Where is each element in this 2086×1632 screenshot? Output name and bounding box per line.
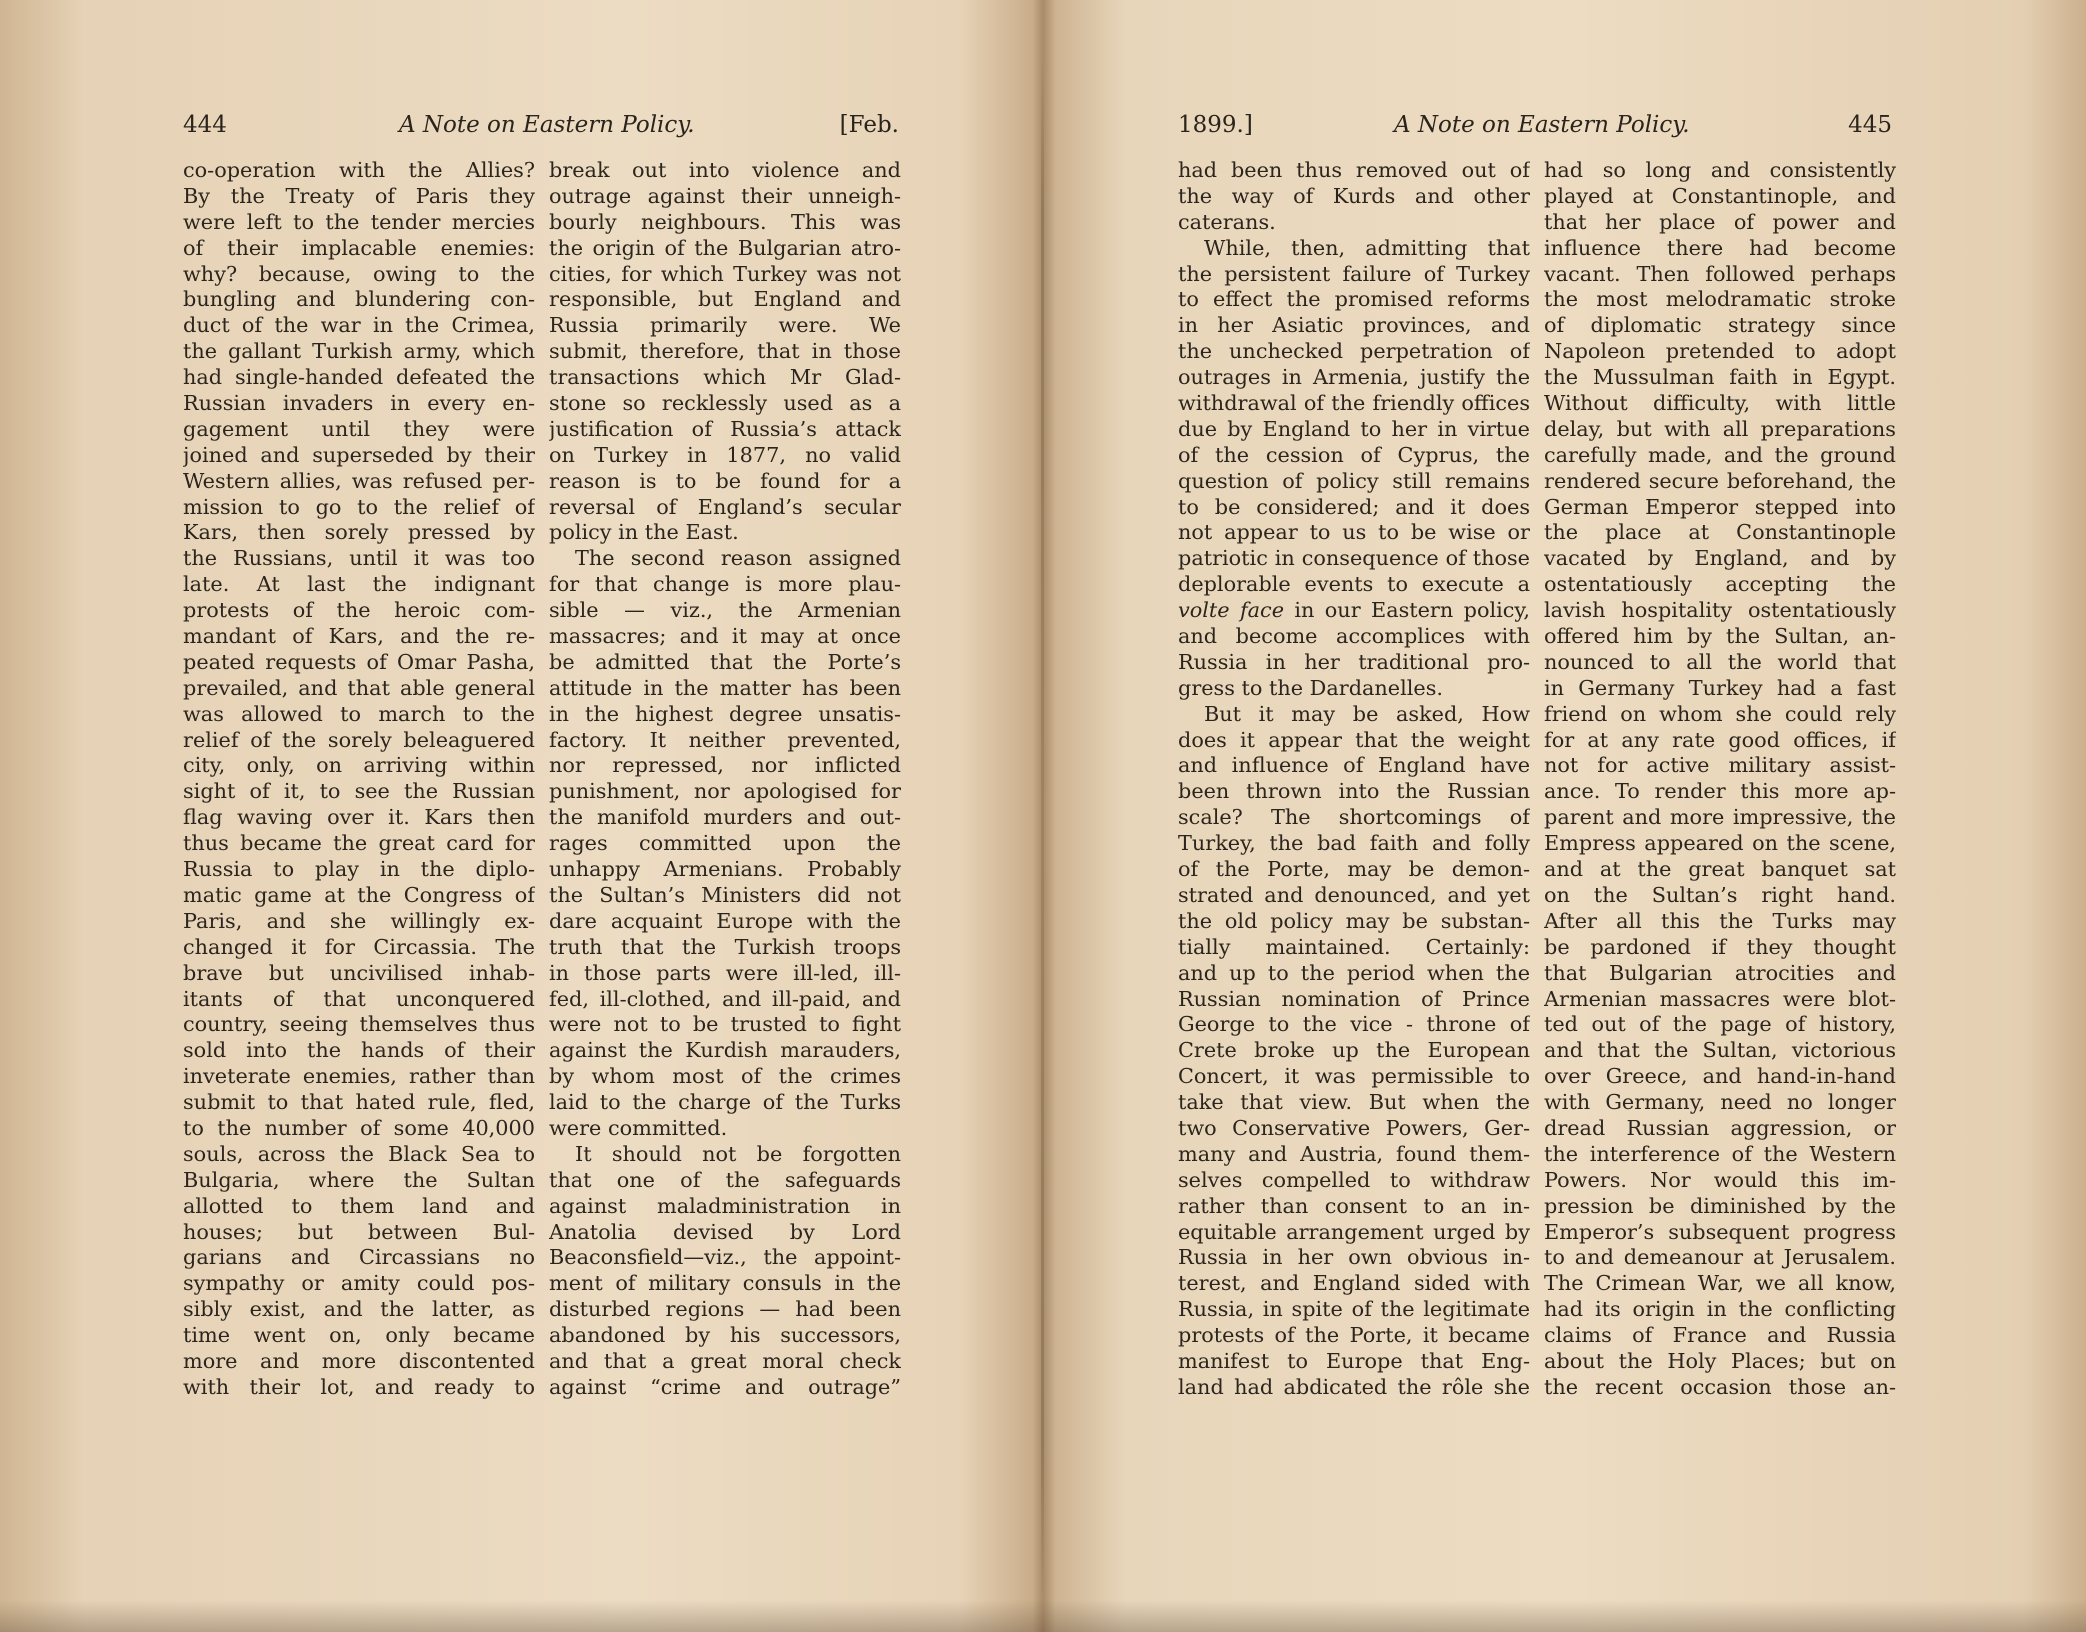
text-line: Armenian massacres were blot-	[1544, 986, 1896, 1011]
text-line: selves compelled to withdraw	[1178, 1167, 1530, 1192]
text-line: was allowed to march to the	[183, 701, 535, 726]
text-line: matic game at the Congress of	[183, 882, 535, 907]
text-line: mission to go to the relief of	[183, 494, 535, 519]
text-line: and that a great moral check	[549, 1348, 901, 1373]
text-line: that one of the safeguards	[549, 1167, 901, 1192]
text-line: Powers. Nor would this im-	[1544, 1167, 1896, 1192]
text-line: on Turkey in 1877, no valid	[549, 442, 901, 467]
text-line: justification of Russia’s attack	[549, 416, 901, 441]
text-line: the manifold murders and out-	[549, 805, 901, 830]
text-line: bourly neighbours. This was	[549, 209, 901, 234]
text-line: Bulgaria, where the Sultan	[183, 1167, 535, 1192]
text-line: delay, but with all preparations	[1544, 416, 1896, 441]
text-line: policy in the East.	[549, 520, 739, 545]
left-date-mark: [Feb.	[839, 112, 899, 138]
text-line: by whom most of the crimes	[549, 1064, 901, 1089]
text-line: Western allies, was refused per-	[183, 468, 535, 493]
right-running-head	[1178, 112, 1892, 144]
text-line: sold into the hands of their	[183, 1038, 535, 1063]
text-line: The Crimean War, we all know,	[1544, 1271, 1896, 1296]
text-line: nounced to all the world that	[1544, 649, 1896, 674]
text-line: patriotic in consequence of those	[1178, 546, 1530, 571]
right-date-mark: 1899.]	[1178, 112, 1253, 138]
text-line: the Russians, until it was too	[183, 546, 535, 571]
text-line: reversal of England’s secular	[549, 494, 901, 519]
text-line: sympathy or amity could pos-	[183, 1271, 535, 1296]
text-line: ment of military consuls in the	[549, 1271, 901, 1296]
text-line: were committed.	[549, 1115, 728, 1140]
text-line: land had abdicated the rôle she	[1178, 1374, 1530, 1399]
text-line: Without difficulty, with little	[1544, 391, 1896, 416]
text-line: and influence of England have	[1178, 753, 1530, 778]
text-line: outrage against their unneigh-	[549, 183, 901, 208]
text-line: were not to be trusted to fight	[549, 1012, 901, 1037]
text-line: and at the great banquet sat	[1544, 857, 1896, 882]
text-line: Russian invaders in every en-	[183, 391, 535, 416]
text-line: that her place of power and	[1544, 209, 1896, 234]
text-line: not for active military assist-	[1544, 753, 1896, 778]
text-line: had so long and consistently	[1544, 158, 1896, 182]
text-line: the gallant Turkish army, which	[183, 339, 535, 364]
text-line: more and more discontented	[183, 1348, 535, 1373]
left-page	[0, 0, 1040, 1632]
text-line: scale? The shortcomings of	[1178, 805, 1530, 830]
text-line: submit, therefore, that in those	[549, 339, 901, 364]
text-line: had its origin in the conflicting	[1544, 1297, 1896, 1322]
text-line: over Greece, and hand-in-hand	[1544, 1064, 1896, 1089]
text-line: the place at Constantinople	[1544, 520, 1896, 545]
text-line: to be considered; and it does	[1178, 494, 1530, 519]
text-line: influence there had become	[1544, 235, 1896, 260]
text-line: protests of the Porte, it became	[1178, 1323, 1530, 1348]
text-line: The second reason assigned	[575, 546, 901, 571]
text-line: factory. It neither prevented,	[549, 727, 901, 752]
text-line: While, then, admitting that	[1204, 235, 1530, 260]
text-line: rendered secure beforehand, the	[1544, 468, 1896, 493]
text-line: Russia in her own obvious in-	[1178, 1245, 1530, 1270]
text-line: dare acquaint Europe with the	[549, 908, 901, 933]
text-line: Paris, and she willingly ex-	[183, 908, 535, 933]
text-line: the old policy may be substan-	[1178, 908, 1530, 933]
text-line: duct of the war in the Crimea,	[183, 313, 535, 338]
text-line: be admitted that the Porte’s	[549, 649, 901, 674]
text-line: disturbed regions — had been	[549, 1297, 901, 1322]
text-line: massacres; and it may at once	[549, 624, 901, 649]
text-line: relief of the sorely beleaguered	[183, 727, 535, 752]
text-line: mandant of Kars, and the re-	[183, 624, 535, 649]
text-line: houses; but between Bul-	[183, 1219, 535, 1244]
text-line: time went on, only became	[183, 1323, 535, 1348]
text-line: joined and superseded by their	[183, 442, 535, 467]
text-line: the way of Kurds and other	[1178, 183, 1530, 208]
text-line: does it appear that the weight	[1178, 727, 1530, 752]
text-line: abandoned by his successors,	[549, 1323, 901, 1348]
text-line: Empress appeared on the scene,	[1544, 831, 1896, 856]
text-line: and that the Sultan, victorious	[1544, 1038, 1896, 1063]
text-line: outrages in Armenia, justify the	[1178, 365, 1530, 390]
text-line: souls, across the Black Sea to	[183, 1141, 535, 1166]
text-line: vacant. Then followed perhaps	[1544, 261, 1896, 286]
text-line: why? because, owing to the	[183, 261, 535, 286]
text-line: in her Asiatic provinces, and	[1178, 313, 1530, 338]
text-line: Kars, then sorely pressed by	[183, 520, 535, 545]
text-line: reason is to be found for a	[549, 468, 901, 493]
text-line: had single-handed defeated the	[183, 365, 535, 390]
text-line: laid to the charge of the Turks	[549, 1090, 901, 1115]
text-line: submit to that hated rule, fled,	[183, 1090, 535, 1115]
left-running-head	[183, 112, 899, 144]
text-line: sible — viz., the Armenian	[549, 598, 901, 623]
text-line: inveterate enemies, rather than	[183, 1064, 535, 1089]
text-line: Anatolia devised by Lord	[549, 1219, 901, 1244]
text-line: pression be diminished by the	[1544, 1193, 1896, 1218]
text-line: break out into violence and	[549, 158, 901, 182]
text-line: question of policy still remains	[1178, 468, 1530, 493]
text-line: in Germany Turkey had a fast	[1544, 675, 1896, 700]
text-line: brave but uncivilised inhab-	[183, 960, 535, 985]
text-line: the Sultan’s Ministers did not	[549, 882, 901, 907]
text-line: played at Constantinople, and	[1544, 183, 1896, 208]
text-line: punishment, nor apologised for	[549, 779, 901, 804]
text-line: bungling and blundering con-	[183, 287, 535, 312]
text-line: and up to the period when the	[1178, 960, 1530, 985]
text-line: had been thus removed out of	[1178, 158, 1530, 182]
text-line: that Bulgarian atrocities and	[1544, 960, 1896, 985]
text-line: ance. To render this more ap-	[1544, 779, 1896, 804]
text-line: allotted to them land and	[183, 1193, 535, 1218]
text-line: Russia to play in the diplo-	[183, 857, 535, 882]
text-line: It should not be forgotten	[575, 1141, 901, 1166]
text-line: rather than consent to an in-	[1178, 1193, 1530, 1218]
text-line: withdrawal of the friendly offices	[1178, 391, 1530, 416]
text-line: prevailed, and that able general	[183, 675, 535, 700]
text-line: the recent occasion those an-	[1544, 1374, 1896, 1399]
text-line: about the Holy Places; but on	[1544, 1348, 1896, 1373]
text-line: with their lot, and ready to	[183, 1374, 535, 1399]
text-line: against maladministration in	[549, 1193, 901, 1218]
text-line: city, only, on arriving within	[183, 753, 535, 778]
text-line: thus became the great card for	[183, 831, 535, 856]
text-line: responsible, but England and	[549, 287, 901, 312]
text-line: co-operation with the Allies?	[183, 158, 535, 182]
text-line: of the Porte, may be demon-	[1178, 857, 1530, 882]
text-line: flag waving over it. Kars then	[183, 805, 535, 830]
text-line: Russia primarily were. We	[549, 313, 901, 338]
text-line: the origin of the Bulgarian atro-	[549, 235, 901, 260]
text-line: not appear to us to be wise or	[1178, 520, 1530, 545]
text-line: the persistent failure of Turkey	[1178, 261, 1530, 286]
text-line: Russia, in spite of the legitimate	[1178, 1297, 1530, 1322]
text-line: were left to the tender mercies	[183, 209, 535, 234]
text-line: friend on whom she could rely	[1544, 701, 1896, 726]
text-line: But it may be asked, How	[1204, 701, 1530, 726]
text-column-right-2	[1544, 158, 1896, 1401]
text-line: garians and Circassians no	[183, 1245, 535, 1270]
text-line: nor repressed, nor inflicted	[549, 753, 901, 778]
text-line: Turkey, the bad faith and folly	[1178, 831, 1530, 856]
text-line: on the Sultan’s right hand.	[1544, 882, 1896, 907]
text-line: be pardoned if they thought	[1544, 934, 1896, 959]
text-line: changed it for Circassia. The	[183, 934, 535, 959]
left-page-number: 444	[183, 112, 227, 138]
text-line: tially maintained. Certainly:	[1178, 934, 1530, 959]
text-line: manifest to Europe that Eng-	[1178, 1348, 1530, 1373]
text-line: Emperor’s subsequent progress	[1544, 1219, 1896, 1244]
text-line: cities, for which Turkey was not	[549, 261, 901, 286]
text-line: Russia in her traditional pro-	[1178, 649, 1530, 674]
right-page	[1044, 0, 2086, 1632]
text-line: sibly exist, and the latter, as	[183, 1297, 535, 1322]
text-line: George to the vice - throne of	[1178, 1012, 1530, 1037]
text-line: been thrown into the Russian	[1178, 779, 1530, 804]
text-line: carefully made, and the ground	[1544, 442, 1896, 467]
text-line: caterans.	[1178, 209, 1276, 234]
text-line: ostentatiously accepting the	[1544, 572, 1896, 597]
right-running-title: A Note on Eastern Policy.	[1394, 112, 1690, 138]
text-line: for that change is more plau-	[549, 572, 901, 597]
text-column-left-2	[549, 158, 901, 1401]
text-line: strated and denounced, and yet	[1178, 882, 1530, 907]
text-line: itants of that unconquered	[183, 986, 535, 1011]
text-line: take that view. But when the	[1178, 1090, 1530, 1115]
text-line: the unchecked perpetration of	[1178, 339, 1530, 364]
text-line: late. At last the indignant	[183, 572, 535, 597]
text-line: Russian nomination of Prince	[1178, 986, 1530, 1011]
text-line: terest, and England sided with	[1178, 1271, 1530, 1296]
text-line: volte face in our Eastern policy,	[1178, 598, 1530, 623]
text-column-right-1	[1178, 158, 1530, 1401]
text-line: ted out of the page of history,	[1544, 1012, 1896, 1037]
text-line: Beaconsfield—viz., the appoint-	[549, 1245, 901, 1270]
text-line: the most melodramatic stroke	[1544, 287, 1896, 312]
text-line: of the cession of Cyprus, the	[1178, 442, 1530, 467]
text-line: in those parts were ill-led, ill-	[549, 960, 901, 985]
text-line: with Germany, need no longer	[1544, 1090, 1896, 1115]
text-line: dread Russian aggression, or	[1544, 1115, 1896, 1140]
text-line: against “crime and outrage”	[549, 1374, 901, 1399]
text-line: for at any rate good offices, if	[1544, 727, 1896, 752]
text-line: and become accomplices with	[1178, 624, 1530, 649]
text-line: of diplomatic strategy since	[1544, 313, 1896, 338]
text-line: German Emperor stepped into	[1544, 494, 1896, 519]
text-line: vacated by England, and by	[1544, 546, 1896, 571]
text-line: attitude in the matter has been	[549, 675, 901, 700]
text-line: parent and more impressive, the	[1544, 805, 1896, 830]
text-line: against the Kurdish marauders,	[549, 1038, 901, 1063]
text-line: Napoleon pretended to adopt	[1544, 339, 1896, 364]
text-line: due by England to her in virtue	[1178, 416, 1530, 441]
text-column-left-1	[183, 158, 535, 1401]
text-line: deplorable events to execute a	[1178, 572, 1530, 597]
text-line: sight of it, to see the Russian	[183, 779, 535, 804]
text-line: two Conservative Powers, Ger-	[1178, 1115, 1530, 1140]
text-line: of their implacable enemies:	[183, 235, 535, 260]
text-line: peated requests of Omar Pasha,	[183, 649, 535, 674]
text-line: By the Treaty of Paris they	[183, 183, 535, 208]
text-line: the Mussulman faith in Egypt.	[1544, 365, 1896, 390]
text-line: rages committed upon the	[549, 831, 901, 856]
text-line: in the highest degree unsatis-	[549, 701, 901, 726]
text-line: offered him by the Sultan, an-	[1544, 624, 1896, 649]
text-line: truth that the Turkish troops	[549, 934, 901, 959]
text-line: After all this the Turks may	[1544, 908, 1896, 933]
text-line: claims of France and Russia	[1544, 1323, 1896, 1348]
text-line: Crete broke up the European	[1178, 1038, 1530, 1063]
text-line: to the number of some 40,000	[183, 1115, 535, 1140]
text-line: to effect the promised reforms	[1178, 287, 1530, 312]
text-line: fed, ill-clothed, and ill-paid, and	[549, 986, 901, 1011]
text-line: unhappy Armenians. Probably	[549, 857, 901, 882]
text-line: lavish hospitality ostentatiously	[1544, 598, 1896, 623]
text-line: transactions which Mr Glad-	[549, 365, 901, 390]
text-line: gress to the Dardanelles.	[1178, 675, 1443, 700]
text-line: equitable arrangement urged by	[1178, 1219, 1530, 1244]
text-line: gagement until they were	[183, 416, 535, 441]
text-line: to and demeanour at Jerusalem.	[1544, 1245, 1896, 1270]
text-line: stone so recklessly used as a	[549, 391, 901, 416]
text-line: many and Austria, found them-	[1178, 1141, 1530, 1166]
right-page-number: 445	[1848, 112, 1892, 138]
text-line: country, seeing themselves thus	[183, 1012, 535, 1037]
text-line: Concert, it was permissible to	[1178, 1064, 1530, 1089]
text-line: protests of the heroic com-	[183, 598, 535, 623]
text-line: the interference of the Western	[1544, 1141, 1896, 1166]
left-running-title: A Note on Eastern Policy.	[399, 112, 695, 138]
